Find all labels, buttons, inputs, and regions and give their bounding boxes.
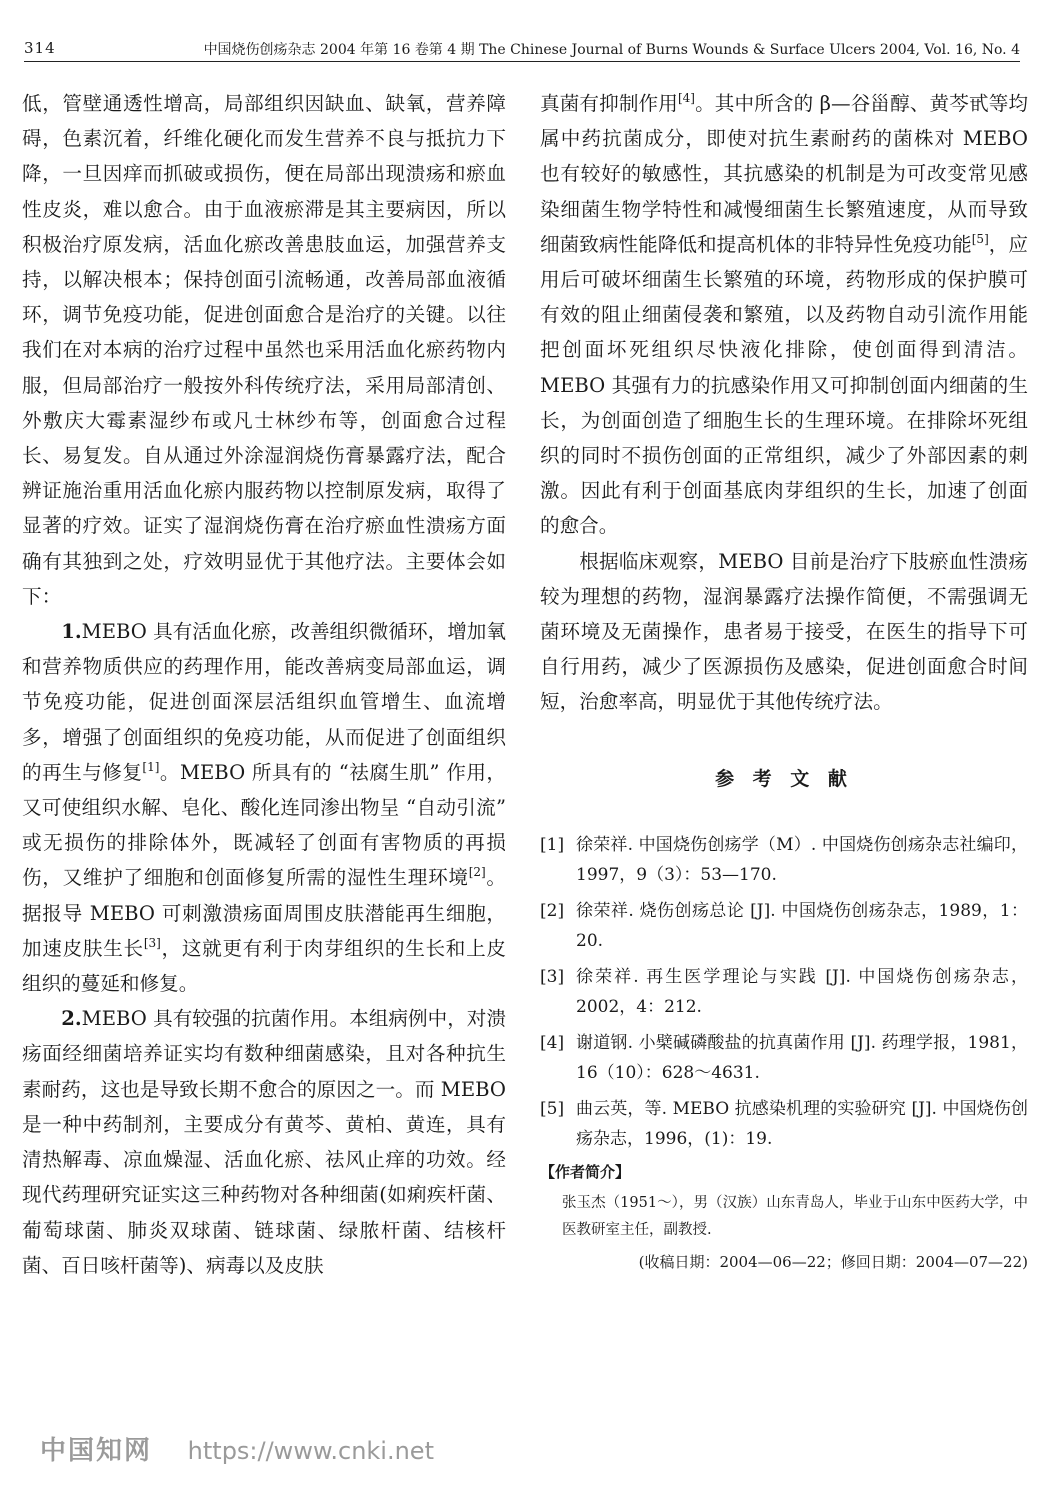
- point-1-text-d: ，这就更有利于肉芽组织的生长和上皮组织的蔓延和修复。: [22, 936, 507, 996]
- point-2-paragraph: [22, 1001, 506, 1283]
- reference-item: [540, 896, 1028, 956]
- author-heading: 【作者简介】: [540, 1162, 631, 1181]
- point-2-continued: [540, 86, 1028, 544]
- reference-text: 徐荣祥. 中国烧伤创疡学（M）. 中国烧伤创疡杂志社编印，1997，9（3）：53—170.: [576, 834, 1028, 885]
- running-title: 中国烧伤创疡杂志 2004 年第 16 卷第 4 期 The Chinese Journal of Burns Wounds & Surface Ulcers 2004, Vol. 16, No. 4: [203, 42, 1020, 58]
- body-paragraph-1: 低，管壁通透性增高，局部组织因缺血、缺氧，营养障碍，色素沉着，纤维化硬化而发生营养不良与抵抗力下降，一旦因痒而抓破或损伤，便在局部出现溃疡和瘀血性皮炎，难以愈合。由于血液瘀滞是其主要病因，所以积极治疗原发病，活血化瘀改善患肢血运，加强营养支持，以解决根本；保持创面引流畅通，改善局部血液循环，调节免疫功能，促进创面愈合是治疗的关键。以往我们在对本病的治疗过程中虽然也采用活血化瘀药物内服，但局部治疗一般按外科传统疗法，采用局部清创、外敷庆大霉素湿纱布或凡士林纱布等，创面愈合过程长、易复发。自从通过外涂湿润烧伤膏暴露疗法，配合辨证施治重用活血化瘀内服药物以控制原发病，取得了显著的疗效。证实了湿润烧伤膏在治疗瘀血性溃疡方面确有其独到之处，疗效明显优于其他疗法。主要体会如下：: [22, 92, 506, 608]
- received-dates: (收稿日期：2004—06—22；修回日期：2004—07—22): [638, 1252, 1028, 1271]
- left-column: [22, 86, 506, 1283]
- reference-text: 徐荣祥. 再生医学理论与实践 [J]. 中国烧伤创疡杂志，2002，4：212.: [576, 966, 1028, 1017]
- reference-number: [4]: [540, 1032, 565, 1053]
- citation-3[interactable]: [3]: [143, 935, 161, 950]
- point-2-text-c: 。其中所含的 β—谷甾醇、黄芩甙等均属中药抗菌成分，即使对抗生素耐药的菌株对 MEBO 也有较好的敏感性，其抗感染的机制是为可改变常见感染细菌生物学特性和减慢细菌生长繁殖速度，从而导致细菌致病性能降低和提高机体的非特异性免疫功能: [540, 92, 1028, 256]
- reference-item: [540, 1094, 1028, 1154]
- conclusion-paragraph: 根据临床观察，MEBO 目前是治疗下肢瘀血性溃疡较为理想的药物，湿润暴露疗法操作简便，不需强调无菌环境及无菌操作，患者易于接受，在医生的指导下可自行用药，减少了医源损伤及感染，促进创面愈合时间短，治愈率高，明显优于其他传统疗法。: [540, 549, 1028, 714]
- reference-item: [540, 830, 1028, 890]
- point-1-number: 1.: [61, 620, 82, 644]
- reference-text: 曲云英，等. MEBO 抗感染机理的实验研究 [J]. 中国烧伤创疡杂志，1996，(1)：19.: [576, 1098, 1028, 1149]
- page-number: 314: [24, 39, 56, 57]
- cnki-watermark: [40, 1430, 434, 1467]
- cnki-logo-text: 中国知网: [40, 1436, 153, 1466]
- reference-text: 谢道钢. 小檗碱磷酸盐的抗真菌作用 [J]. 药理学报，1981，16（10）：628～4631.: [576, 1032, 1028, 1083]
- point-1-text-b: 。MEBO 所具有的 “祛腐生肌” 作用，又可使组织水解、皂化、酸化连同渗出物呈 “自动引流” 或无损伤的排除体外，既减轻了创面有害物质的再损伤，又维护了细胞和创面修复所需的湿性生理环境: [22, 760, 506, 890]
- author-bio: 张玉杰（1951～），男（汉族）山东青岛人，毕业于山东中医药大学，中医教研室主任，副教授.: [562, 1194, 1028, 1238]
- point-2-text-a: MEBO 具有较强的抗菌作用。本组病例中，对溃疡面经细菌培养证实均有数种细菌感染，且对各种抗生素耐药，这也是导致长期不愈合的原因之一。而 MEBO 是一种中药制剂，主要成分有黄芩、黄柏、黄连，具有清热解毒、凉血燥湿、活血化瘀、祛风止痒的功效。经现代药理研究证实这三种药物对各种细菌(如痢疾杆菌、葡萄球菌、肺炎双球菌、链球菌、绿脓杆菌、结核杆菌、百日咳杆菌等)、病毒以及皮肤: [22, 1007, 506, 1277]
- point-2-text-b: 真菌有抑制作用: [540, 92, 678, 115]
- reference-number: [1]: [540, 834, 565, 855]
- point-1-text-a: MEBO 具有活血化瘀，改善组织微循环，增加氧和营养物质供应的药理作用，能改善病变局部血运，调节免疫功能，促进创面深层活组织血管增生、血流增多，增强了创面组织的免疫功能，从而促进了创面组织的再生与修复: [22, 620, 506, 784]
- reference-item: [540, 1028, 1028, 1088]
- citation-5[interactable]: [5]: [971, 231, 989, 246]
- point-2-number: 2.: [61, 1007, 82, 1031]
- reference-list: [540, 830, 1028, 1154]
- reference-item: [540, 962, 1028, 1022]
- point-2-text-d: ，应用后可破坏细菌生长繁殖的环境，药物形成的保护膜可有效的阻止细菌侵袭和繁殖，以及药物自动引流作用能把创面坏死组织尽快液化排除，使创面得到清洁。MEBO 其强有力的抗感染作用又可抑制创面内细菌的生长，为创面创造了细胞生长的生理环境。在排除坏死组织的同时不损伤创面的正常组织，减少了外部因素的刺激。因此有利于创面基底肉芽组织的生长，加速了创面的愈合。: [540, 232, 1028, 538]
- citation-1[interactable]: [1]: [142, 759, 160, 774]
- running-header: [24, 35, 1020, 62]
- citation-4[interactable]: [4]: [677, 91, 695, 105]
- right-column: [540, 86, 1028, 1274]
- citation-2[interactable]: [2]: [468, 865, 486, 880]
- point-1-text-c: 。据报导 MEBO 可刺激溃疡面周围皮肤潜能再生细胞，加速皮肤生长: [22, 866, 507, 960]
- reference-text: 徐荣祥. 烧伤创疡总论 [J]. 中国烧伤创疡杂志，1989，1：20.: [576, 900, 1028, 951]
- cnki-url[interactable]: https://www.cnki.net: [187, 1437, 434, 1465]
- point-1-paragraph: [22, 614, 506, 1001]
- references-heading: 参 考 文 献: [715, 767, 853, 790]
- reference-number: [3]: [540, 966, 565, 987]
- reference-number: [5]: [540, 1098, 565, 1119]
- reference-number: [2]: [540, 900, 565, 921]
